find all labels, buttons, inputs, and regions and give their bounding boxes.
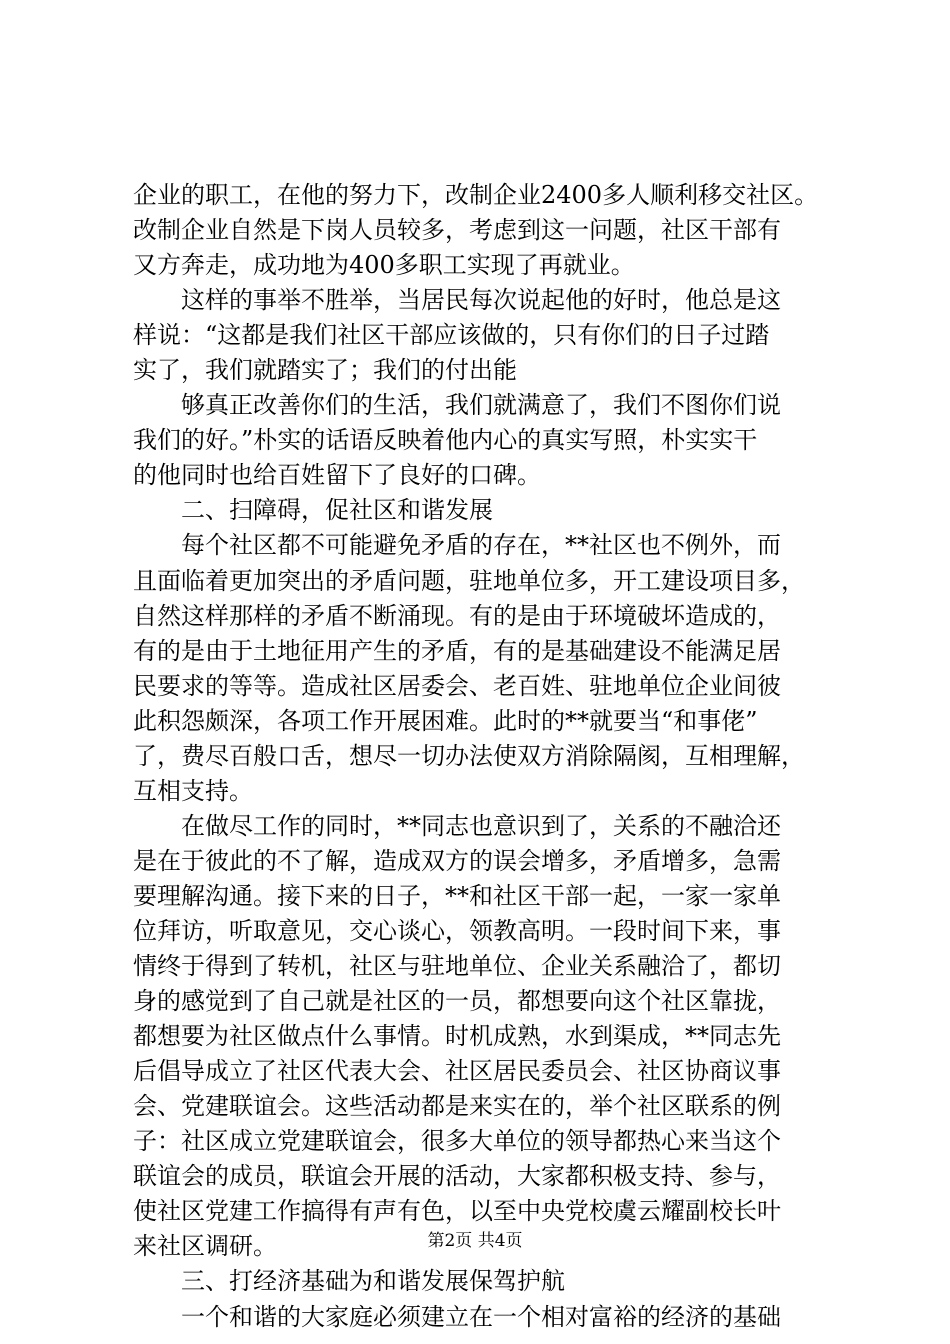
text-line: 实了，我们就踏实了；我们的付出能	[133, 356, 517, 385]
document-body	[133, 178, 833, 1335]
text-line: 会、党建联谊会。这些活动都是来实在的，举个社区联系的例	[133, 1092, 781, 1121]
section-heading: 二、扫障碍，促社区和谐发展	[133, 496, 493, 525]
text-line: 够真正改善你们的生活，我们就满意了，我们不图你们说	[133, 391, 781, 420]
text-line: 子：社区成立党建联谊会，很多大单位的领导都热心来当这个	[133, 1127, 781, 1156]
page-number-footer: 第2页 共4页	[427, 1231, 523, 1251]
text-line: 此积怨颇深，各项工作开展困难。此时的**就要当“和事佬”	[133, 706, 758, 735]
text-line: 民要求的等等。造成社区居委会、老百姓、驻地单位企业间彼	[133, 671, 781, 700]
text-line: 样说：“这都是我们社区干部应该做的，只有你们的日子过踏	[133, 321, 770, 350]
text-line: 的他同时也给百姓留下了良好的口碑。	[133, 461, 541, 490]
text-line: 有的是由于土地征用产生的矛盾，有的是基础建设不能满足居	[133, 636, 781, 665]
text-line: 一个和谐的大家庭必须建立在一个相对富裕的经济的基础	[133, 1302, 781, 1331]
text-line: 要理解沟通。接下来的日子，**和社区干部一起，一家一家单	[133, 881, 781, 910]
text-line: 改制企业自然是下岗人员较多，考虑到这一问题，社区干部有	[133, 216, 781, 245]
text-line: 了，费尽百般口舌，想尽一切办法使双方消除隔阂，互相理解，	[133, 741, 805, 770]
text-line: 又方奔走，成功地为400多职工实现了再就业。	[133, 251, 635, 280]
section-heading: 三、打经济基础为和谐发展保驾护航	[133, 1267, 565, 1296]
text-line: 是在于彼此的不了解，造成双方的误会增多，矛盾增多，急需	[133, 846, 781, 875]
text-line: 企业的职工，在他的努力下，改制企业2400多人顺利移交社区。	[133, 181, 819, 209]
text-line: 身的感觉到了自己就是社区的一员，都想要向这个社区靠拢，	[133, 987, 781, 1016]
text-line: 在做尽工作的同时，**同志也意识到了，关系的不融洽还	[133, 811, 781, 840]
text-line: 后倡导成立了社区代表大会、社区居民委员会、社区协商议事	[133, 1057, 781, 1086]
text-line: 使社区党建工作搞得有声有色，以至中央党校虞云耀副校长叶	[133, 1197, 781, 1226]
text-line: 来社区调研。	[133, 1232, 277, 1261]
text-line: 都想要为社区做点什么事情。时机成熟，水到渠成，**同志先	[133, 1022, 781, 1051]
text-line: 我们的好。”朴实的话语反映着他内心的真实写照，朴实实干	[133, 426, 758, 455]
text-line: 位拜访，听取意见，交心谈心，领教高明。一段时间下来，事	[133, 916, 781, 945]
text-line: 情终于得到了转机，社区与驻地单位、企业关系融洽了，都切	[133, 952, 781, 981]
text-line: 联谊会的成员，联谊会开展的活动，大家都积极支持、参与，	[133, 1162, 781, 1191]
text-line: 自然这样那样的矛盾不断涌现。有的是由于环境破坏造成的，	[133, 601, 781, 630]
text-line: 互相支持。	[133, 776, 253, 805]
text-line: 这样的事举不胜举，当居民每次说起他的好时，他总是这	[133, 286, 781, 315]
text-line: 且面临着更加突出的矛盾问题，驻地单位多，开工建设项目多，	[133, 566, 805, 595]
text-line: 每个社区都不可能避免矛盾的存在，**社区也不例外，而	[133, 531, 781, 560]
